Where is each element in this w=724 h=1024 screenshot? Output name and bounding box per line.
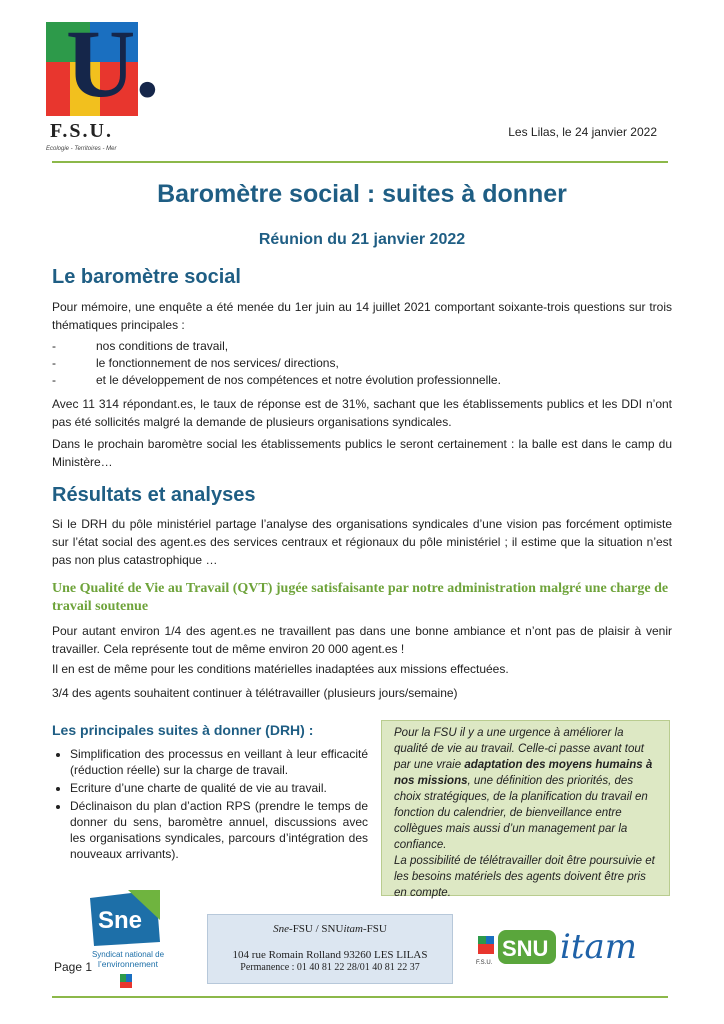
date-line: Les Lilas, le 24 janvier 2022 [508,125,657,139]
sne-caption-1: Syndicat national de [91,950,165,959]
sne-caption-2: l’environnement [97,959,159,969]
footer-divider [52,996,668,998]
section2-subheading-qvt: Une Qualité de Vie au Travail (QVT) jugée satisfaisante par notre administration malgré une charge de travail soutenue [52,581,669,614]
header-divider [52,161,668,163]
section-heading-barometre: Le baromètre social [52,266,241,288]
page-subtitle: Réunion du 21 janvier 2022 [258,231,466,248]
fsu-logo-colored-blocks: U. [46,22,138,116]
page-number: Page 1 [54,960,93,974]
section1-intro: Pour mémoire, une enquête a été menée du 1er juin au 14 juillet 2021 comportant soixante-trois questions sur trois thématiques principales : [52,300,672,332]
snuitam-logo [470,918,670,978]
sne-logo [88,890,168,990]
footer-org-line: Sne-FSU / SNUitam-FSU [273,923,387,935]
footer-permanence: Permanence : 01 40 81 22 28/01 40 81 22 37 [240,962,420,973]
list-item: - le fonctionnement de nos services/ directions, [52,356,339,370]
fsu-box-paragraph-1: Pour la FSU il y a une urgence à améliorer la qualité de vie au travail. Celle-ci passe avant tout par une vraie adaptation des moyens humains à nos missions, une définition des priorités, des choix stratégiques, de la planification du travail en fonction du calendrier, de bienveillance entre collègues mais aussi d’un management par la confiance. [394,727,653,851]
snuitam-snu-text: SNU [502,936,549,961]
section1-paragraph-2: Avec 11 314 répondant.es, le taux de réponse est de 31%, sachant que les établissements publics et les DDI n’ont pas été sollicités malgré la demande de plusieurs organisations syndicales. [52,397,672,429]
section1-list [52,338,672,392]
section2-paragraph-4: 3/4 des agents souhaitent continuer à télétravailler (plusieurs jours/semaine) [52,686,458,700]
snuitam-itam-text: itam [560,927,638,967]
section2-paragraph-2: Pour autant environ 1/4 des agent.es ne travaillent pas dans une bonne ambiance et n’ont pas de plaisir à venir travailler. Cela représente tout de même environ 20 000 agent.es ! [52,624,672,656]
fsu-logo-name: F.S.U. [50,120,113,142]
list-item: • Simplification des processus en veillant à leur efficacité (réduction réelle) sur la charge de travail. [70,746,368,778]
list-item: • Ecriture d’une charte de qualité de vie au travail. [70,780,368,796]
fsu-position-box [381,720,670,899]
fsu-box-emphasis: adaptation des moyens humains à nos missions [394,759,653,787]
suites-heading: Les principales suites à donner (DRH) : [52,722,314,738]
list-item: - nos conditions de travail, [52,339,229,353]
snuitam-fsu-text: F.S.U. [476,960,493,966]
section1-paragraph-3: Dans le prochain baromètre social les établissements publics le seront certainement : la balle est dans le camp du Ministère… [52,437,672,469]
sne-logo-text: Sne [98,907,143,934]
list-item: - et le développement de nos compétences et notre évolution professionnelle. [52,373,501,387]
fsu-logo-tagline: Ecologie - Territoires - Mer [46,146,117,152]
page-title: Baromètre social : suites à donner [157,180,567,208]
list-item: • Déclinaison du plan d’action RPS (prendre le temps de donner du sens, baromètre annuel, discussions avec les organisations syndicales, parcours d’intégration des nouveaux arrivants). [70,798,368,862]
fsu-logo [42,10,160,154]
section2-paragraph-1: Si le DRH du pôle ministériel partage l’analyse des organisations syndicales d’une vision pas forcément optimiste sur l’état social des agent.es des services centraux et régionaux du pôle ministériel ; il estime que la situation n’est pas non plus catastrophique … [52,517,672,567]
section2-paragraph-3: Il en est de même pour les conditions matérielles inadaptées aux missions effectuées. [52,662,509,676]
footer-contact-box [207,914,453,984]
footer-address: 104 rue Romain Rolland 93260 LES LILAS [232,949,428,961]
fsu-box-paragraph-2: La possibilité de télétravailler doit être poursuivie et les besoins matériels des agents doivent être pris en compte. [394,855,655,899]
section-heading-resultats: Résultats et analyses [52,484,256,506]
suites-list [52,746,368,864]
